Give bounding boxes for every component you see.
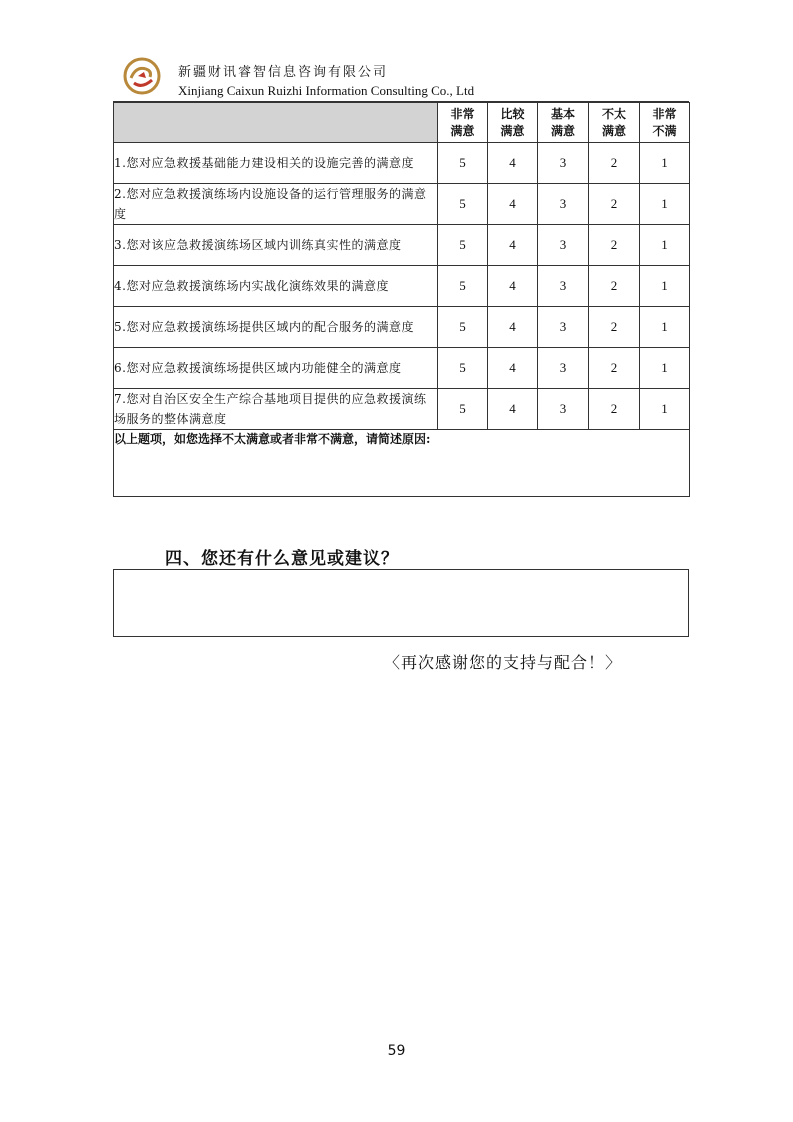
rating-header-very-satisfied [438,103,488,143]
rating-header-line: 满意 [500,123,525,138]
section-4-title: 四、您还有什么意见或建议？ [165,549,399,569]
score-cell[interactable]: 5 [438,143,488,184]
score-cell[interactable]: 2 [589,348,640,389]
score-cell[interactable]: 2 [589,184,640,225]
rating-header-line: 满意 [601,123,626,138]
score-cell[interactable]: 1 [640,143,690,184]
question-text: 3.您对该应急救援演练场区域内训练真实性的满意度 [114,225,438,266]
reason-row [114,430,690,497]
table-row [114,143,690,184]
score-cell[interactable]: 3 [538,184,589,225]
score-cell[interactable]: 2 [589,143,640,184]
rating-header-line: 不太 [601,106,626,121]
score-cell[interactable]: 3 [538,143,589,184]
question-text: 6.您对应急救援演练场提供区域内功能健全的满意度 [114,348,438,389]
rating-header-line: 满意 [550,123,575,138]
score-cell[interactable]: 4 [488,225,538,266]
question-text: 4.您对应急救援演练场内实战化演练效果的满意度 [114,266,438,307]
thanks-note: 〈再次感谢您的支持与配合！〉 [384,653,623,672]
company-name-cn: 新疆财讯睿智信息咨询有限公司 [178,65,389,80]
score-cell[interactable]: 1 [640,266,690,307]
score-cell[interactable]: 5 [438,307,488,348]
score-cell[interactable]: 2 [589,225,640,266]
rating-header-satisfied [488,103,538,143]
table-row [114,348,690,389]
score-cell[interactable]: 3 [538,225,589,266]
company-name-en: Xinjiang Caixun Ruizhi Information Consulting Co., Ltd [178,83,475,98]
table-row [114,184,690,225]
score-cell[interactable]: 5 [438,225,488,266]
rating-header-dissatisfied [589,103,640,143]
question-text: 5.您对应急救援演练场提供区域内的配合服务的满意度 [114,307,438,348]
rating-header-neutral [538,103,589,143]
table-row [114,266,690,307]
score-cell[interactable]: 3 [538,307,589,348]
score-cell[interactable]: 5 [438,266,488,307]
score-cell[interactable]: 2 [589,266,640,307]
rating-header-line: 非常 [450,106,475,121]
table-header-row [114,103,690,143]
score-cell[interactable]: 4 [488,266,538,307]
score-cell[interactable]: 4 [488,184,538,225]
score-cell[interactable]: 3 [538,389,589,430]
score-cell[interactable]: 1 [640,307,690,348]
question-text: 7.您对自治区安全生产综合基地项目提供的应急救援演练场服务的整体满意度 [114,389,438,430]
rating-header-line: 不满 [652,123,677,138]
question-text: 2.您对应急救援演练场内设施设备的运行管理服务的满意度 [114,184,438,225]
score-cell[interactable]: 1 [640,389,690,430]
suggestion-input-box[interactable] [113,569,689,637]
table-row [114,389,690,430]
question-column-header [114,103,438,143]
score-cell[interactable]: 5 [438,348,488,389]
score-cell[interactable]: 4 [488,389,538,430]
table-row [114,307,690,348]
reason-prompt[interactable]: 以上题项，如您选择不太满意或者非常不满意，请简述原因: [114,430,690,497]
rating-header-line: 基本 [550,106,575,121]
score-cell[interactable]: 1 [640,225,690,266]
score-cell[interactable]: 5 [438,389,488,430]
score-cell[interactable]: 1 [640,348,690,389]
score-cell[interactable]: 2 [589,307,640,348]
score-cell[interactable]: 4 [488,307,538,348]
score-cell[interactable]: 4 [488,348,538,389]
score-cell[interactable]: 3 [538,266,589,307]
page-number: 59 [387,1043,406,1059]
score-cell[interactable]: 5 [438,184,488,225]
rating-header-line: 比较 [500,106,525,121]
table-row [114,225,690,266]
score-cell[interactable]: 2 [589,389,640,430]
rating-header-very-dissatisfied [640,103,690,143]
score-cell[interactable]: 1 [640,184,690,225]
score-cell[interactable]: 4 [488,143,538,184]
rating-header-line: 满意 [450,123,475,138]
question-text: 1.您对应急救援基础能力建设相关的设施完善的满意度 [114,143,438,184]
satisfaction-table [113,102,690,497]
rating-header-line: 非常 [652,106,677,121]
score-cell[interactable]: 3 [538,348,589,389]
company-logo [122,56,162,96]
